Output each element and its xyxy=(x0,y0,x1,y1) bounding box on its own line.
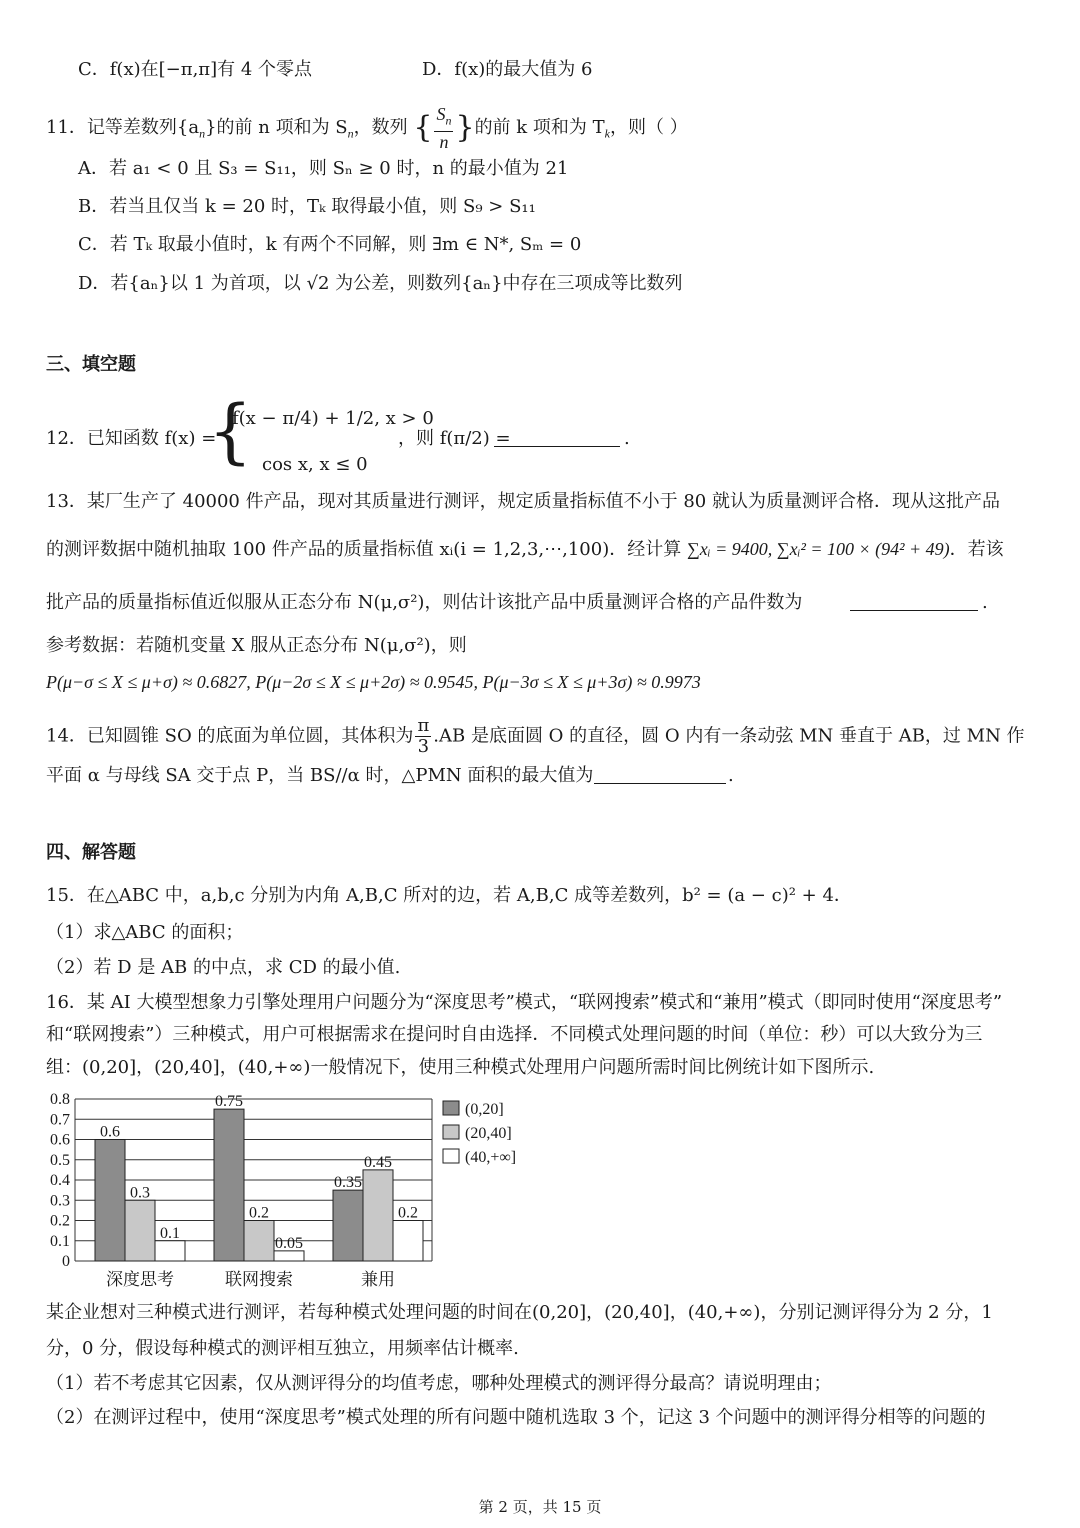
bar-data-label: 0.1 xyxy=(160,1224,180,1242)
q12-case1: f(x − π/4) + 1/2, x > 0 xyxy=(232,408,434,429)
x-category-label: 深度思考 xyxy=(106,1270,174,1290)
bar-data-label: 0.6 xyxy=(100,1123,120,1141)
y-tick-label: 0.5 xyxy=(50,1151,70,1169)
section-heading-fill-blank: 三、填空题 xyxy=(46,354,136,375)
legend-swatch xyxy=(443,1101,459,1115)
bar xyxy=(214,1109,244,1261)
q15-sub1: （1）求△ABC 的面积； xyxy=(46,922,244,943)
q11-stem: 11．记等差数列$\{a_n\}$的前 n 项和为 $S_n$，数列 { $\frac{S_n}{n}$ }的前 k 项和为 $T_k$，则（ ） xyxy=(46,104,688,152)
q12-end: . xyxy=(624,428,630,449)
bar-data-label: 0.35 xyxy=(334,1174,362,1192)
section-heading-solutions: 四、解答题 xyxy=(46,842,136,863)
q13-answer-blank[interactable] xyxy=(850,592,978,611)
bar-chart xyxy=(40,1085,560,1295)
q10-option-c: C．f(x)在[−π,π]有 4 个零点 xyxy=(78,59,313,80)
q13-line3-end: . xyxy=(982,592,988,613)
legend-label: (0,20] xyxy=(465,1101,504,1118)
q14-line1: 14．已知圆锥 SO 的底面为单位圆，其体积为 $\frac{\pi}{3}$ .AB 是底面圆 O 的直径，圆 O 内有一条动弦 MN 垂直于 AB，过 MN 作 xyxy=(46,715,1025,757)
bar-data-label: 0.05 xyxy=(275,1234,303,1252)
legend-swatch xyxy=(443,1125,459,1139)
q16-line1: 16．某 AI 大模型想象力引擎处理用户问题分为“深度思考”模式，“联网搜索”模式和“兼用”模式（即同时使用“深度思考” xyxy=(46,992,1003,1013)
q11-option-b: B．若当且仅当 k = 20 时，Tₖ 取得最小值，则 S₉ > S₁₁ xyxy=(78,196,536,217)
q15-stem: 15．在△ABC 中，a,b,c 分别为内角 A,B,C 所对的边，若 A,B,C 成等差数列，b² = (a − c)² + 4． xyxy=(46,885,852,906)
bar xyxy=(274,1251,304,1261)
legend-label: (40,+∞] xyxy=(465,1149,517,1166)
bar xyxy=(244,1221,274,1262)
q15-sub2: （2）若 D 是 AB 的中点，求 CD 的最小值. xyxy=(46,957,401,978)
q11-option-a: A．若 a₁ < 0 且 S₃ = S₁₁，则 Sₙ ≥ 0 时，n 的最小值为 21 xyxy=(78,158,569,179)
x-category-label: 联网搜索 xyxy=(225,1270,293,1290)
y-tick-label: 0.6 xyxy=(50,1131,70,1149)
y-tick-label: 0.2 xyxy=(50,1212,70,1230)
y-tick-label: 0 xyxy=(62,1253,70,1270)
y-tick-label: 0.8 xyxy=(50,1091,70,1108)
q16-after2: 分，0 分，假设每种模式的测评相互独立，用频率估计概率. xyxy=(46,1338,519,1359)
y-tick-label: 0.7 xyxy=(50,1111,70,1129)
bar-data-label: 0.2 xyxy=(398,1204,418,1222)
q14-answer-blank[interactable] xyxy=(594,765,726,784)
q16-sub2: （2）在测评过程中，使用“深度思考”模式处理的所有问题中随机选取 3 个，记这 3 个问题中的测评得分相等的问题的 xyxy=(46,1407,986,1428)
q12-case2: cos x, x ≤ 0 xyxy=(262,454,368,475)
page-footer: 第 2 页，共 15 页 xyxy=(478,1498,602,1516)
q13-reference-probabilities: P(μ−σ ≤ X ≤ μ+σ) ≈ 0.6827, P(μ−2σ ≤ X ≤ μ+2σ) ≈ 0.9545, P(μ−3σ ≤ X ≤ μ+3σ) ≈ 0.9973 xyxy=(46,672,701,692)
y-tick-label: 0.3 xyxy=(50,1192,70,1210)
bar xyxy=(95,1140,125,1262)
q14-line2-end: . xyxy=(728,765,734,786)
bar xyxy=(393,1221,423,1262)
q16-line2: 和“联网搜索”）三种模式，用户可根据需求在提问时自由选择．不同模式处理问题的时间（单位：秒）可以大致分为三 xyxy=(46,1024,983,1045)
q11-option-d: D．若{aₙ}以 1 为首项，以 √2 为公差，则数列{aₙ}中存在三项成等比数列 xyxy=(78,273,683,294)
q11-option-c: C．若 Tₖ 取最小值时，k 有两个不同解，则 ∃m ∈ N*, Sₘ = 0 xyxy=(78,234,582,255)
q13-line1: 13．某厂生产了 40000 件产品，现对其质量进行测评，规定质量指标值不小于 80 就认为质量测评合格．现从这批产品 xyxy=(46,491,1000,512)
bar-data-label: 0.2 xyxy=(249,1204,269,1222)
q13-line3: 批产品的质量指标值近似服从正态分布 N(μ,σ²)，则估计该批产品中质量测评合格的产品件数为 xyxy=(46,592,803,613)
q13-line2: 的测评数据中随机抽取 100 件产品的质量指标值 xᵢ(i = 1,2,3,⋯,100)．经计算 ∑xᵢ = 9400, ∑xᵢ² = 100 × (94² + 49)．若该 xyxy=(46,539,1004,560)
q14-line2: 平面 α 与母线 SA 交于点 P，当 BS//α 时，△PMN 面积的最大值为 xyxy=(46,765,594,786)
bar-data-label: 0.3 xyxy=(130,1184,150,1202)
bar-data-label: 0.45 xyxy=(364,1153,392,1171)
q12-brace: { xyxy=(208,390,253,472)
q12-prefix: 12．已知函数 f(x) = xyxy=(46,428,217,449)
q10-option-d: D．f(x)的最大值为 6 xyxy=(422,59,593,80)
bar-data-label: 0.75 xyxy=(215,1093,243,1111)
q13-reference-intro: 参考数据：若随机变量 X 服从正态分布 N(μ,σ²)，则 xyxy=(46,635,467,656)
q16-after1: 某企业想对三种模式进行测评，若每种模式处理问题的时间在(0,20]，(20,40]，(40,+∞)，分别记测评得分为 2 分，1 xyxy=(46,1302,993,1323)
legend-swatch xyxy=(443,1149,459,1163)
bar xyxy=(155,1241,185,1261)
bar xyxy=(125,1200,155,1261)
bar xyxy=(363,1170,393,1261)
q12-suffix: ，则 f(π/2) = xyxy=(398,428,511,449)
q12-answer-blank[interactable] xyxy=(494,428,620,447)
q16-line3: 组：(0,20]，(20,40]，(40,+∞)一般情况下，使用三种模式处理用户问题所需时间比例统计如下图所示. xyxy=(46,1057,875,1078)
y-tick-label: 0.1 xyxy=(50,1232,70,1250)
bar xyxy=(333,1190,363,1261)
x-category-label: 兼用 xyxy=(361,1270,395,1290)
legend-label: (20,40] xyxy=(465,1125,512,1142)
y-tick-label: 0.4 xyxy=(50,1172,70,1189)
q16-sub1: （1）若不考虑其它因素，仅从测评得分的均值考虑，哪种处理模式的测评得分最高？请说明理由； xyxy=(46,1373,832,1394)
